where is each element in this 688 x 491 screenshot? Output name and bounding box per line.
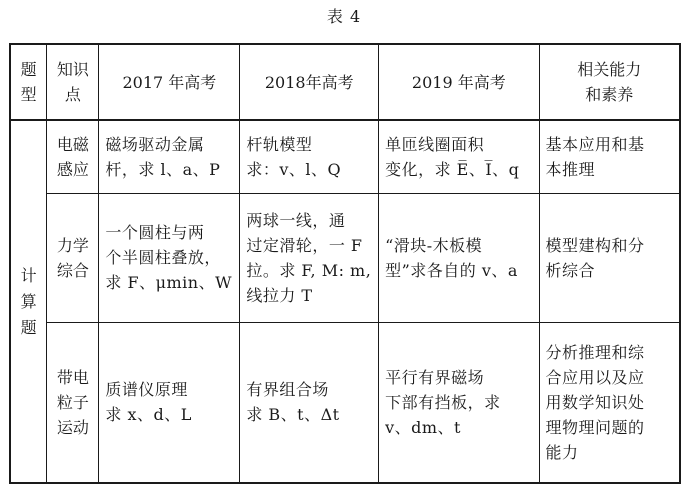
- cell-2019: 单匝线圈面积 变化，求 E̅、I̅、q: [379, 120, 539, 193]
- header-ability: 相关能力 和素养: [539, 44, 680, 120]
- header-2017: 2017 年高考: [99, 44, 240, 120]
- table-caption: 表 4: [326, 7, 362, 26]
- cell-2017: 质谱仪原理 求 x、d、L: [99, 322, 240, 483]
- table-row: [10, 194, 680, 323]
- cell-2018: 杆轨模型 求：v、l、Q: [240, 120, 379, 193]
- cell-2019: 平行有界磁场 下部有挡板，求 v、dm、t: [379, 322, 539, 483]
- cell-2019: “滑块-木板模 型”求各自的 v、a: [379, 194, 539, 323]
- topic-cell: 带电 粒子 运动: [47, 322, 99, 483]
- cell-2018: 有界组合场 求 B、t、Δt: [240, 322, 379, 483]
- exam-analysis-table: [9, 43, 681, 484]
- table-row: [10, 120, 680, 193]
- header-topic: 知识 点: [47, 44, 99, 120]
- question-type-cell: 计 算 题: [10, 120, 47, 483]
- header-type: 题 型: [10, 44, 47, 120]
- cell-ability: 基本应用和基 本推理: [539, 120, 680, 193]
- cell-ability: 分析推理和综 合应用以及应 用数学知识处 理物理问题的 能力: [539, 322, 680, 483]
- table-header-row: [10, 44, 680, 120]
- cell-2017: 一个圆柱与两 个半圆柱叠放， 求 F、μmin、W: [99, 194, 240, 323]
- header-2019: 2019 年高考: [379, 44, 539, 120]
- cell-2018: 两球一线，通 过定滑轮，一 F 拉。求 F, M: m, 线拉力 T: [240, 194, 379, 323]
- table-row: [10, 322, 680, 483]
- cell-ability: 模型建构和分 析综合: [539, 194, 680, 323]
- header-2018: 2018年高考: [240, 44, 379, 120]
- topic-cell: 力学 综合: [47, 194, 99, 323]
- cell-2017: 磁场驱动金属 杆，求 l、a、P: [99, 120, 240, 193]
- topic-cell: 电磁 感应: [47, 120, 99, 193]
